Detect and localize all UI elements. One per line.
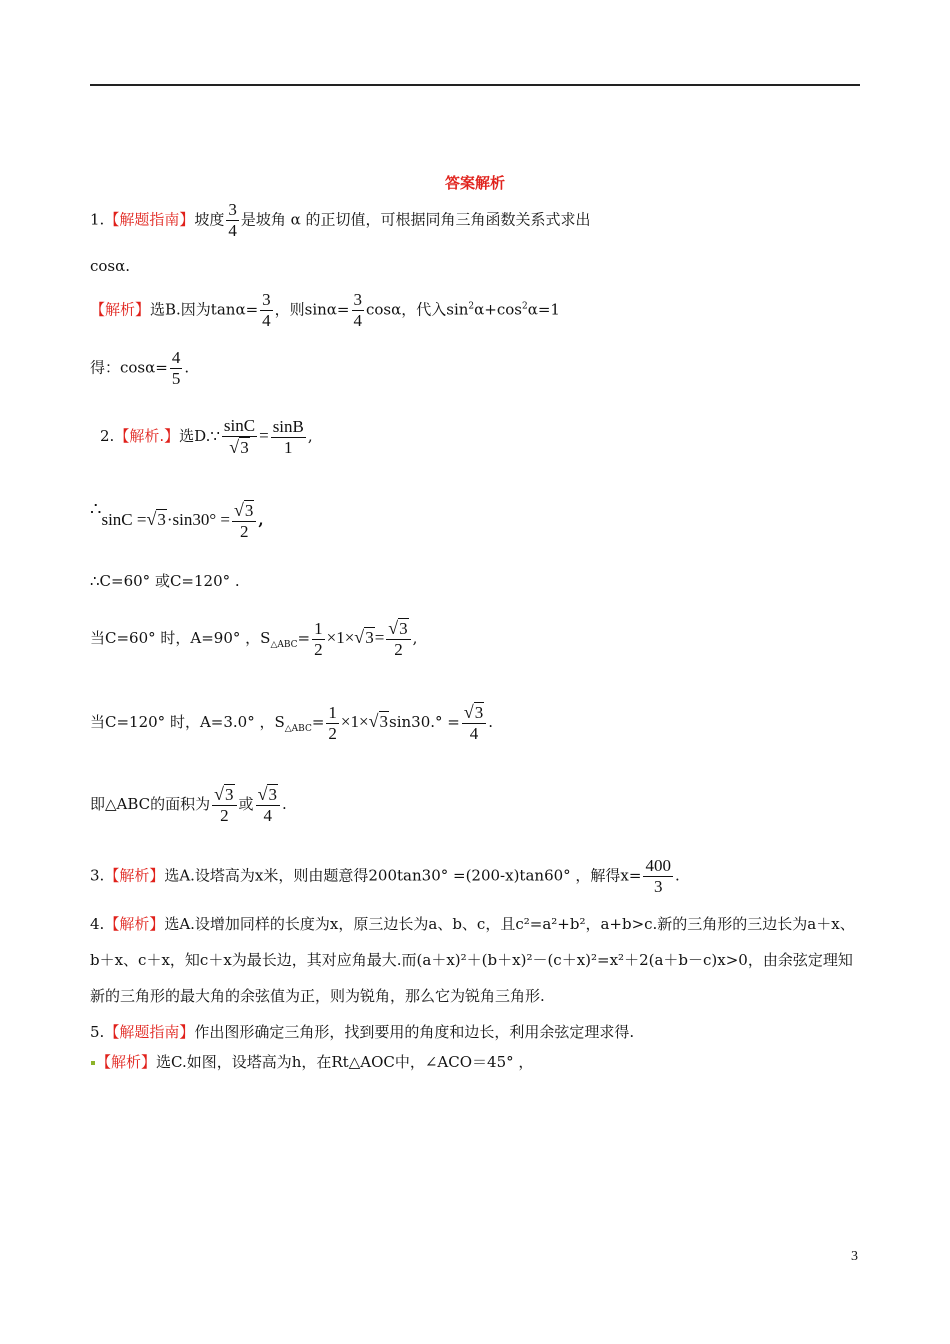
q1-result-text: 得：cosα= <box>90 358 168 377</box>
q2-d-sqrt3-radicand: 3 <box>365 628 374 647</box>
q2-line-5 <box>90 702 493 744</box>
q1-solution-text-d: α+cos <box>474 300 522 319</box>
q2-e-sqrt3-radicand: 3 <box>379 712 388 731</box>
q2-text-f3: . <box>281 795 287 813</box>
q2-line-2 <box>90 500 264 542</box>
q2-text-d4: = <box>374 628 385 647</box>
q3-fraction <box>643 856 673 897</box>
q2-e-den: 4 <box>469 724 479 743</box>
q3-num: 400 <box>645 856 671 875</box>
q2-d-num: √3 <box>386 618 410 640</box>
q2-sinc-num: sinC <box>223 416 256 435</box>
q4-text: 选A.设增加同样的长度为x，原三边长为a、b、c，且c²=a²+b²，a+b>c.新的三角形的三边长为a＋x、b＋x、c＋x，知c＋x为最长边，其对应角最大.而(a＋x)²＋(b＋x)²－(c＋x)²=x²＋2(a＋b－c)x>0，由余弦定理知新的三角形的最大角的余弦值为正，则为锐角，那么它为锐角三角形. <box>90 915 855 1005</box>
q2-text-b: sinC = <box>101 510 147 529</box>
q2-comma: , <box>307 427 313 445</box>
q2-b-num-radicand: 3 <box>244 501 254 520</box>
q5-guide-text: 作出图形确定三角形，找到要用的角度和边长，利用余弦定理求得. <box>194 1023 635 1041</box>
q2-b-fraction <box>232 500 256 542</box>
q3-text-a: 选A.设塔高为x米，则由题意得200tan30° =(200-x)tan60° ，解得x= <box>164 866 642 885</box>
q1-guide-tag: 【解题指南】 <box>104 210 195 229</box>
q3-solution-tag: 【解析】 <box>104 866 165 885</box>
q2-d-num-radicand: 3 <box>399 619 408 638</box>
q1-result-num: 4 <box>171 348 181 367</box>
q2-text-c: ∴C=60° 或C=120° . <box>90 572 240 590</box>
q2-f-b-num: √3 <box>256 784 280 806</box>
q2-b-end: , <box>258 511 264 529</box>
q2-e-sub: △ABC <box>284 724 312 734</box>
q2-text-e2: = <box>311 713 325 731</box>
q2-f-a-num-radicand: 3 <box>225 785 234 804</box>
page-number: 3 <box>851 1249 858 1264</box>
q2-b-den: 2 <box>239 522 249 541</box>
q1-sin-num: 3 <box>353 290 362 309</box>
q2-equals: = <box>259 426 269 445</box>
q2-line-3 <box>90 571 240 591</box>
q3-number: 3. <box>90 866 105 885</box>
q2-e-num: √3 <box>462 702 486 724</box>
q5-solution-line <box>90 1052 533 1072</box>
q1-solution-tag: 【解析】 <box>90 300 151 319</box>
q2-e-half-den: 2 <box>328 723 337 743</box>
q5-solution-text: 选C.如图，设塔高为h，在Rt△AOC中，∠ACO＝45° ， <box>156 1053 534 1071</box>
q2-sqrt3-radicand: 3 <box>157 510 166 529</box>
q2-sinc-fraction <box>222 416 257 458</box>
q1-slope-num: 3 <box>228 200 237 219</box>
q2-d-half-den: 2 <box>314 639 323 659</box>
q2-text-d2: = <box>297 629 311 647</box>
q2-d-fraction <box>386 618 410 660</box>
q2-line-1 <box>100 416 313 458</box>
q5-guide-tag: 【解题指南】 <box>104 1023 195 1041</box>
q1-solution-line <box>90 290 560 331</box>
q5-solution-tag: 【解析】 <box>96 1053 157 1071</box>
q2-f-b-num-radicand: 3 <box>268 785 277 804</box>
q1-solution-text-a: 选B.因为tanα= <box>150 300 259 319</box>
q2-sinb-num: sinB <box>272 416 304 436</box>
q2-solution-tag: 【解析.】 <box>114 427 180 445</box>
q1-sin-fraction <box>352 290 365 331</box>
q1-slope-den: 4 <box>228 221 237 240</box>
q2-text-b2: ·sin30° = <box>166 510 230 529</box>
q2-f-a-fraction <box>212 784 236 826</box>
q2-sinc-den-radicand: 3 <box>240 438 249 457</box>
q2-e-num-radicand: 3 <box>474 703 484 722</box>
q2-line-6 <box>90 784 287 826</box>
q2-text-e5: . <box>488 713 494 731</box>
q2-line-4 <box>90 618 417 660</box>
q1-guide-text-b: 是坡角 α 的正切值，可根据同角三角函数关系式求出 <box>240 210 591 229</box>
q1-guide-line <box>90 200 591 241</box>
q1-slope-fraction <box>226 200 239 241</box>
q1-solution-text-c: cosα，代入sin <box>366 300 469 319</box>
q2-sinb-den: 1 <box>284 437 293 457</box>
page-title: 答案解析 <box>444 174 505 192</box>
q2-text-a: 选D.∵ <box>179 427 220 445</box>
q4-number: 4. <box>90 915 105 933</box>
q5-number: 5. <box>90 1023 105 1041</box>
q2-b-num: √3 <box>232 500 256 522</box>
q2-sinb-fraction <box>271 417 306 458</box>
q2-sinc-den: √3 <box>229 437 249 457</box>
q2-therefore: ∴ <box>90 499 102 520</box>
q1-tan-den: 4 <box>262 311 271 330</box>
q2-text-d1: 当C=60° 时，A=90° ，S <box>90 629 271 647</box>
q2-e-half <box>326 703 339 744</box>
q2-e-half-num: 1 <box>328 702 337 722</box>
q2-text-f1: 即△ABC的面积为 <box>90 795 211 813</box>
q1-guide-line-2 <box>90 256 130 276</box>
q1-result-fraction <box>170 348 183 389</box>
q2-text-d5: , <box>412 629 418 647</box>
q1-sup-2: 2 <box>521 301 528 312</box>
q2-f-a-den: 2 <box>220 806 229 825</box>
q1-guide-text-a: 坡度 <box>194 210 225 229</box>
q2-text-d3: ×1× <box>326 628 355 647</box>
q2-text-e3: ×1× <box>340 712 369 731</box>
q2-text-e4: sin30.° = <box>389 713 460 731</box>
q4-solution-tag: 【解析】 <box>104 915 165 933</box>
q2-d-den: 2 <box>394 640 403 659</box>
q3-den: 3 <box>653 877 663 896</box>
q2-e-sqrt3: √3 <box>368 711 388 731</box>
header-rule <box>90 84 860 86</box>
q1-number: 1. <box>90 210 105 229</box>
q2-sqrt3: √3 <box>146 509 166 529</box>
q1-tan-num: 3 <box>262 290 271 309</box>
q1-tan-fraction <box>260 290 273 331</box>
q1-solution-text-e: α=1 <box>527 300 560 319</box>
green-dot-marker <box>91 1061 95 1065</box>
q1-guide-text-c: cosα. <box>90 257 131 275</box>
q1-result-den: 5 <box>171 369 181 388</box>
q2-text-f2: 或 <box>238 795 254 813</box>
q2-f-b-fraction <box>256 784 280 826</box>
q4-paragraph <box>90 906 862 1014</box>
q2-f-a-num: √3 <box>212 784 236 806</box>
q3-line <box>90 856 680 897</box>
q5-guide-line <box>90 1022 634 1042</box>
q2-d-half-num: 1 <box>314 618 323 638</box>
q1-sup-1: 2 <box>468 301 475 312</box>
q2-d-sub: △ABC <box>270 640 298 650</box>
q2-number: 2. <box>100 427 115 445</box>
q1-result-end: . <box>184 358 190 377</box>
q2-e-fraction <box>462 702 486 744</box>
q2-text-e1: 当C=120° 时，A=3.0° ，S <box>90 713 285 731</box>
q1-result-line <box>90 348 189 389</box>
q3-end: . <box>674 866 680 885</box>
q1-sin-den: 4 <box>353 311 362 330</box>
q2-f-b-den: 4 <box>263 806 272 825</box>
q2-d-half <box>312 619 325 660</box>
q2-d-sqrt3: √3 <box>354 627 374 647</box>
q1-solution-text-b: ，则sinα= <box>274 300 350 319</box>
